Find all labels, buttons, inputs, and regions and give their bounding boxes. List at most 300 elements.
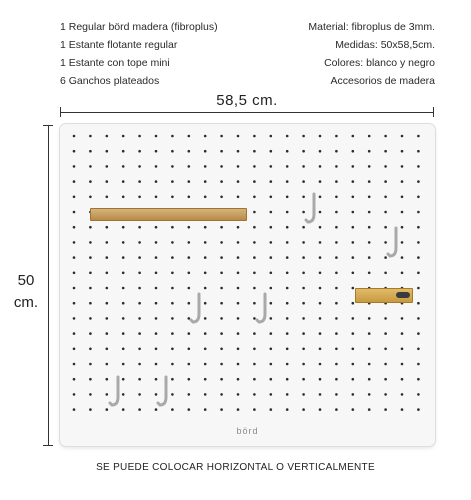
peg-hole xyxy=(368,317,371,320)
peg-hole xyxy=(270,256,273,259)
peg-hole xyxy=(417,256,420,259)
peg-hole xyxy=(171,363,174,366)
peg-hole xyxy=(188,408,191,411)
peg-hole xyxy=(352,226,355,229)
peg-hole xyxy=(368,226,371,229)
peg-hole xyxy=(237,348,240,351)
peg-hole xyxy=(270,165,273,168)
peg-hole xyxy=(171,241,174,244)
peg-hole xyxy=(204,408,207,411)
peg-hole xyxy=(106,287,109,290)
peg-hole xyxy=(253,363,256,366)
peg-hole xyxy=(319,150,322,153)
peg-hole xyxy=(368,348,371,351)
peg-hole xyxy=(417,287,420,290)
peg-hole xyxy=(138,196,141,199)
peg-hole xyxy=(237,196,240,199)
peg-hole xyxy=(368,135,371,138)
peg-hole xyxy=(335,196,338,199)
peg-hole xyxy=(106,348,109,351)
peg-hole xyxy=(401,165,404,168)
peg-hole xyxy=(138,317,141,320)
peg-hole xyxy=(188,393,191,396)
peg-hole xyxy=(352,317,355,320)
height-tick-bottom xyxy=(43,445,53,446)
peg-hole xyxy=(319,363,322,366)
peg-hole xyxy=(237,165,240,168)
peg-hole xyxy=(286,393,289,396)
peg-hole xyxy=(270,393,273,396)
peg-hole xyxy=(401,332,404,335)
peg-hole xyxy=(368,165,371,168)
peg-hole xyxy=(188,241,191,244)
peg-hole xyxy=(335,317,338,320)
peg-hole xyxy=(335,287,338,290)
peg-hole xyxy=(237,150,240,153)
peg-hole xyxy=(106,241,109,244)
peg-hole xyxy=(122,332,125,335)
peg-hole xyxy=(220,332,223,335)
peg-hole xyxy=(401,363,404,366)
peg-hole xyxy=(89,256,92,259)
peg-hole xyxy=(270,348,273,351)
peg-hole xyxy=(335,348,338,351)
peg-hole xyxy=(270,196,273,199)
peg-hole xyxy=(270,226,273,229)
peg-hole xyxy=(138,393,141,396)
peg-hole xyxy=(89,393,92,396)
peg-hole xyxy=(368,378,371,381)
peg-hole xyxy=(106,165,109,168)
peg-hole xyxy=(138,180,141,183)
peg-hole xyxy=(106,302,109,305)
peg-hole xyxy=(352,241,355,244)
peg-hole xyxy=(270,332,273,335)
peg-hole xyxy=(204,226,207,229)
peg-hole xyxy=(138,302,141,305)
peg-hole xyxy=(286,287,289,290)
peg-hole xyxy=(253,256,256,259)
peg-hole xyxy=(352,135,355,138)
peg-hole xyxy=(319,302,322,305)
peg-hole xyxy=(401,408,404,411)
mini-shelf-with-stop xyxy=(355,288,413,303)
peg-hole xyxy=(384,272,387,275)
width-dimension-line xyxy=(60,112,434,113)
peg-hole xyxy=(417,302,420,305)
peg-hole xyxy=(188,196,191,199)
specs-left xyxy=(60,18,218,90)
peg-hole xyxy=(384,378,387,381)
peg-hole xyxy=(73,378,76,381)
peg-hole xyxy=(270,287,273,290)
peg-hole xyxy=(106,135,109,138)
peg-hole xyxy=(417,196,420,199)
peg-hole xyxy=(237,393,240,396)
specs-right xyxy=(308,18,435,90)
peg-hole xyxy=(368,332,371,335)
peg-hole xyxy=(89,378,92,381)
peg-hole xyxy=(352,165,355,168)
peg-hole xyxy=(335,408,338,411)
peg-hole xyxy=(253,180,256,183)
peg-hole xyxy=(138,165,141,168)
peg-hole xyxy=(270,211,273,214)
peg-hole xyxy=(253,150,256,153)
peg-hole xyxy=(368,256,371,259)
peg-hole xyxy=(253,408,256,411)
peg-hole xyxy=(220,317,223,320)
peg-hole xyxy=(73,272,76,275)
peg-hole xyxy=(171,317,174,320)
peg-hole xyxy=(253,196,256,199)
peg-hole xyxy=(352,211,355,214)
peg-hole xyxy=(286,226,289,229)
peg-hole xyxy=(138,272,141,275)
mini-shelf-stop xyxy=(396,292,410,298)
peg-hole xyxy=(286,180,289,183)
peg-hole xyxy=(89,135,92,138)
peg-hole xyxy=(122,226,125,229)
peg-hole xyxy=(204,241,207,244)
peg-hole xyxy=(89,180,92,183)
width-dimension-label: 58,5 cm. xyxy=(216,92,278,109)
peg-hole xyxy=(368,393,371,396)
peg-hole xyxy=(319,378,322,381)
peg-hole xyxy=(335,363,338,366)
peg-hole xyxy=(220,302,223,305)
peg-hole xyxy=(335,332,338,335)
peg-hole xyxy=(335,393,338,396)
peg-hole xyxy=(368,272,371,275)
peg-hole xyxy=(401,272,404,275)
peg-hole xyxy=(188,332,191,335)
hook-icon xyxy=(189,292,205,326)
peg-hole xyxy=(171,135,174,138)
peg-hole xyxy=(220,363,223,366)
peg-hole xyxy=(319,165,322,168)
spec-item: 1 Estante con tope mini xyxy=(60,57,170,69)
peg-hole xyxy=(73,348,76,351)
peg-hole xyxy=(155,135,158,138)
peg-hole xyxy=(220,135,223,138)
peg-hole xyxy=(417,211,420,214)
peg-hole xyxy=(368,211,371,214)
peg-hole xyxy=(237,287,240,290)
peg-hole xyxy=(220,348,223,351)
peg-hole xyxy=(89,287,92,290)
peg-hole xyxy=(138,150,141,153)
peg-hole xyxy=(384,393,387,396)
peg-hole xyxy=(188,287,191,290)
peg-hole xyxy=(286,272,289,275)
peg-hole xyxy=(155,302,158,305)
peg-hole xyxy=(335,226,338,229)
peg-hole xyxy=(253,287,256,290)
peg-hole xyxy=(319,226,322,229)
peg-hole xyxy=(73,150,76,153)
peg-hole xyxy=(417,363,420,366)
height-value: 50 xyxy=(17,272,35,289)
peg-hole xyxy=(319,332,322,335)
brand-logo-text: börd xyxy=(236,426,259,436)
peg-hole xyxy=(417,241,420,244)
peg-hole xyxy=(89,150,92,153)
peg-hole xyxy=(253,378,256,381)
peg-hole xyxy=(73,287,76,290)
peg-hole xyxy=(237,226,240,229)
peg-hole xyxy=(286,211,289,214)
peg-hole xyxy=(401,211,404,214)
hook-icon xyxy=(255,292,271,326)
peg-hole xyxy=(270,272,273,275)
peg-hole xyxy=(319,287,322,290)
peg-hole xyxy=(73,363,76,366)
peg-hole xyxy=(302,302,305,305)
peg-hole xyxy=(286,256,289,259)
spec-item: Medidas: 50x58,5cm. xyxy=(335,39,435,51)
peg-hole xyxy=(270,150,273,153)
peg-hole xyxy=(73,180,76,183)
peg-hole xyxy=(73,211,76,214)
peg-hole xyxy=(352,287,355,290)
peg-hole xyxy=(204,378,207,381)
hook-icon xyxy=(304,192,320,226)
peg-hole xyxy=(138,348,141,351)
peg-hole xyxy=(155,241,158,244)
peg-hole xyxy=(237,408,240,411)
peg-hole xyxy=(155,287,158,290)
peg-hole xyxy=(417,408,420,411)
peg-hole xyxy=(237,241,240,244)
peg-hole xyxy=(106,180,109,183)
peg-hole xyxy=(188,378,191,381)
peg-hole xyxy=(73,332,76,335)
peg-hole xyxy=(89,408,92,411)
peg-hole xyxy=(171,332,174,335)
peg-hole xyxy=(319,348,322,351)
peg-hole xyxy=(204,363,207,366)
peg-hole xyxy=(253,393,256,396)
peg-hole xyxy=(286,408,289,411)
peg-hole xyxy=(220,408,223,411)
peg-hole xyxy=(122,363,125,366)
peg-hole xyxy=(138,135,141,138)
peg-hole xyxy=(384,180,387,183)
peg-hole xyxy=(384,317,387,320)
peg-hole xyxy=(335,180,338,183)
peg-hole xyxy=(220,150,223,153)
peg-hole xyxy=(89,302,92,305)
peg-hole xyxy=(155,196,158,199)
peg-hole xyxy=(220,378,223,381)
peg-hole xyxy=(122,135,125,138)
peg-hole xyxy=(237,378,240,381)
peg-hole xyxy=(253,241,256,244)
peg-hole xyxy=(417,378,420,381)
peg-hole xyxy=(171,287,174,290)
height-dimension-line xyxy=(48,125,49,445)
peg-hole xyxy=(302,150,305,153)
peg-hole xyxy=(319,180,322,183)
peg-hole xyxy=(401,180,404,183)
peg-hole xyxy=(270,363,273,366)
peg-hole xyxy=(89,348,92,351)
spec-item: Colores: blanco y negro xyxy=(324,57,435,69)
peg-hole xyxy=(270,180,273,183)
peg-hole xyxy=(335,272,338,275)
spec-item: 1 Estante flotante regular xyxy=(60,39,178,51)
peg-hole xyxy=(73,317,76,320)
peg-hole xyxy=(319,241,322,244)
peg-hole xyxy=(171,226,174,229)
peg-hole xyxy=(302,363,305,366)
peg-hole xyxy=(122,241,125,244)
peg-hole xyxy=(302,332,305,335)
peg-hole xyxy=(253,332,256,335)
peg-hole xyxy=(352,393,355,396)
peg-hole xyxy=(319,408,322,411)
peg-hole xyxy=(302,287,305,290)
peg-hole xyxy=(188,226,191,229)
peg-hole xyxy=(73,393,76,396)
peg-hole xyxy=(155,348,158,351)
peg-hole xyxy=(302,272,305,275)
peg-hole xyxy=(286,332,289,335)
peg-hole xyxy=(319,272,322,275)
peg-hole xyxy=(171,256,174,259)
peg-hole xyxy=(122,317,125,320)
peg-hole xyxy=(302,180,305,183)
peg-hole xyxy=(286,150,289,153)
peg-hole xyxy=(335,150,338,153)
peg-hole xyxy=(204,165,207,168)
peg-hole xyxy=(155,256,158,259)
peg-hole xyxy=(204,393,207,396)
peg-hole xyxy=(352,363,355,366)
peg-hole xyxy=(155,363,158,366)
peg-hole xyxy=(352,302,355,305)
peg-hole xyxy=(352,272,355,275)
peg-hole xyxy=(302,348,305,351)
peg-hole xyxy=(171,302,174,305)
peg-hole xyxy=(89,272,92,275)
peg-hole xyxy=(286,302,289,305)
height-dimension-label xyxy=(6,270,46,314)
peg-hole xyxy=(335,211,338,214)
peg-hole xyxy=(73,226,76,229)
peg-hole xyxy=(352,180,355,183)
peg-hole xyxy=(253,135,256,138)
peg-hole xyxy=(155,317,158,320)
peg-hole xyxy=(220,180,223,183)
peg-hole xyxy=(384,211,387,214)
hook-icon xyxy=(108,375,124,409)
peg-hole xyxy=(335,302,338,305)
peg-hole xyxy=(401,150,404,153)
peg-hole xyxy=(155,226,158,229)
peg-hole xyxy=(286,317,289,320)
peg-hole xyxy=(122,150,125,153)
peg-hole xyxy=(138,256,141,259)
peg-hole xyxy=(89,317,92,320)
peg-hole xyxy=(220,272,223,275)
peg-hole xyxy=(417,226,420,229)
peg-hole xyxy=(237,317,240,320)
peg-hole xyxy=(106,256,109,259)
peg-hole xyxy=(171,196,174,199)
peg-hole xyxy=(401,393,404,396)
peg-hole xyxy=(384,363,387,366)
peg-hole xyxy=(106,150,109,153)
peg-hole xyxy=(89,332,92,335)
peg-hole xyxy=(155,180,158,183)
peg-hole xyxy=(286,165,289,168)
peg-hole xyxy=(302,135,305,138)
peg-hole xyxy=(352,150,355,153)
peg-hole xyxy=(270,135,273,138)
peg-hole xyxy=(384,165,387,168)
peg-hole xyxy=(204,196,207,199)
peg-hole xyxy=(106,317,109,320)
peg-hole xyxy=(106,332,109,335)
peg-hole xyxy=(319,256,322,259)
peg-hole xyxy=(335,256,338,259)
peg-hole xyxy=(302,256,305,259)
peg-hole xyxy=(204,150,207,153)
peg-hole xyxy=(89,241,92,244)
peg-hole xyxy=(384,196,387,199)
peg-hole xyxy=(368,196,371,199)
peg-hole xyxy=(270,378,273,381)
peg-hole xyxy=(188,348,191,351)
peg-hole xyxy=(122,287,125,290)
peg-hole xyxy=(237,302,240,305)
peg-hole xyxy=(155,332,158,335)
peg-hole xyxy=(302,378,305,381)
peg-hole xyxy=(417,165,420,168)
peg-hole xyxy=(253,272,256,275)
peg-hole xyxy=(220,196,223,199)
peg-hole xyxy=(188,363,191,366)
peg-hole xyxy=(352,378,355,381)
peg-hole xyxy=(368,363,371,366)
peg-hole xyxy=(171,150,174,153)
peg-hole xyxy=(122,348,125,351)
peg-hole xyxy=(253,226,256,229)
peg-hole xyxy=(106,363,109,366)
peg-hole xyxy=(155,272,158,275)
peg-hole xyxy=(138,226,141,229)
peg-hole xyxy=(237,272,240,275)
peg-hole xyxy=(335,165,338,168)
peg-hole xyxy=(220,287,223,290)
peg-hole xyxy=(89,165,92,168)
peg-hole xyxy=(106,196,109,199)
peg-hole xyxy=(204,287,207,290)
peg-hole xyxy=(89,226,92,229)
peg-hole xyxy=(368,150,371,153)
peg-hole xyxy=(319,135,322,138)
peg-hole xyxy=(253,165,256,168)
peg-hole xyxy=(401,348,404,351)
peg-hole xyxy=(188,165,191,168)
spec-item: Material: fibroplus de 3mm. xyxy=(308,21,435,33)
spec-item: 6 Ganchos plateados xyxy=(60,75,160,87)
peg-hole xyxy=(302,393,305,396)
peg-hole xyxy=(237,180,240,183)
peg-hole xyxy=(220,393,223,396)
